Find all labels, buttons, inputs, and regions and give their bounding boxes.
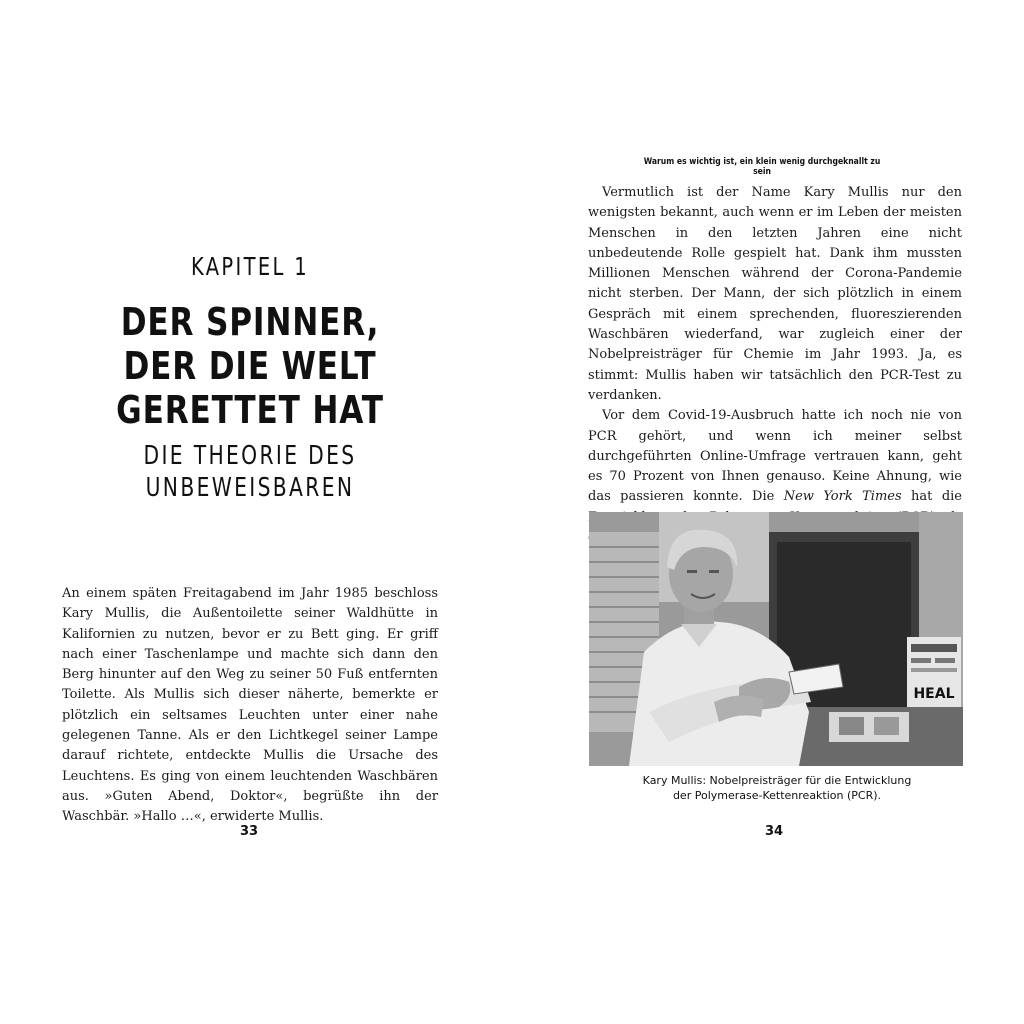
chapter-subtitle-line: DIE THEORIE DES bbox=[143, 441, 357, 471]
chapter-title bbox=[70, 300, 431, 432]
photo-caption bbox=[612, 773, 942, 803]
chapter-title-line: DER DIE WELT bbox=[123, 344, 377, 388]
caption-line: der Polymerase-Kettenreaktion (PCR). bbox=[672, 789, 882, 802]
caption-line: Kary Mullis: Nobelpreisträger für die Entwicklung bbox=[642, 774, 912, 787]
photo-kary-mullis bbox=[589, 512, 963, 766]
photo-illustration bbox=[589, 512, 963, 766]
paragraph-text: hat die bbox=[911, 489, 962, 505]
chapter-title-line: DER SPINNER, bbox=[120, 300, 380, 344]
photo-sign-text: HEAL bbox=[913, 686, 955, 702]
body-paragraph: An einem späten Freitagabend im Jahr 1985 beschloss Kary Mullis, die Außentoilette seiner Waldhütte in Kalifornien zu nutzen, bevor er zu Bett ging. Er griff nach einer Taschenlampe und machte sich dann den Berg hinunter auf den Weg zu seiner 50 Fuß entfernten Toilette. Als Mullis sich dieser näherte, bemerkte er plötzlich ein seltsames Leuchten unter einer nahe gelegenen Tanne. Als er den Lichtkegel seiner Lampe darauf richtete, entdeckte Mullis die Ursache des Leuchtens. Es ging von einem leuchtenden Waschbären aus. »Guten Abend, Doktor«, begrüßte ihn der Waschbär. »Hallo …«, erwiderte Mullis. bbox=[62, 586, 438, 825]
right-page bbox=[512, 0, 1024, 1024]
body-paragraph: Vermutlich ist der Name Kary Mullis nur den wenigsten bekannt, auch wenn er im Leben der meisten Menschen in den letzten Jahren eine nicht unbedeutende Rolle gespielt hat. Dank ihm mussten Millionen Menschen während der Corona-Pandemie nicht sterben. Der Mann, der sich plötzlich in einem Gespräch mit einem sprechenden, fluoreszierenden Waschbären wiederfand, war zugleich einer der Nobelpreisträger für Chemie im Jahr 1993. Ja, es stimmt: Mullis haben wir tatsächlich den PCR-Test zu verdanken. bbox=[588, 185, 962, 403]
running-head: Warum es wichtig ist, ein klein wenig durchgeknallt zu sein bbox=[643, 157, 881, 177]
chapter-label: KAPITEL 1 bbox=[190, 252, 310, 281]
right-body-text bbox=[588, 183, 962, 548]
page-number-left: 33 bbox=[239, 824, 259, 839]
paragraph-text: Vor dem Covid-19-Ausbruch hatte ich noch nie von PCR gehört, und wenn ich meiner selbst durchgeführten Online-Umfrage vertrauen kann, geht es 70 Prozent von Ihnen genauso. Keine Ahnung, wie das passieren konnte. Die bbox=[588, 408, 962, 505]
chapter-subtitle bbox=[86, 440, 414, 504]
chapter-title-line: GERETTET HAT bbox=[116, 388, 384, 432]
italic-title: New York Times bbox=[783, 489, 902, 505]
left-body-text bbox=[62, 584, 438, 828]
page-number-right: 34 bbox=[764, 824, 784, 839]
chapter-subtitle-line: UNBEWEISBAREN bbox=[145, 473, 355, 503]
